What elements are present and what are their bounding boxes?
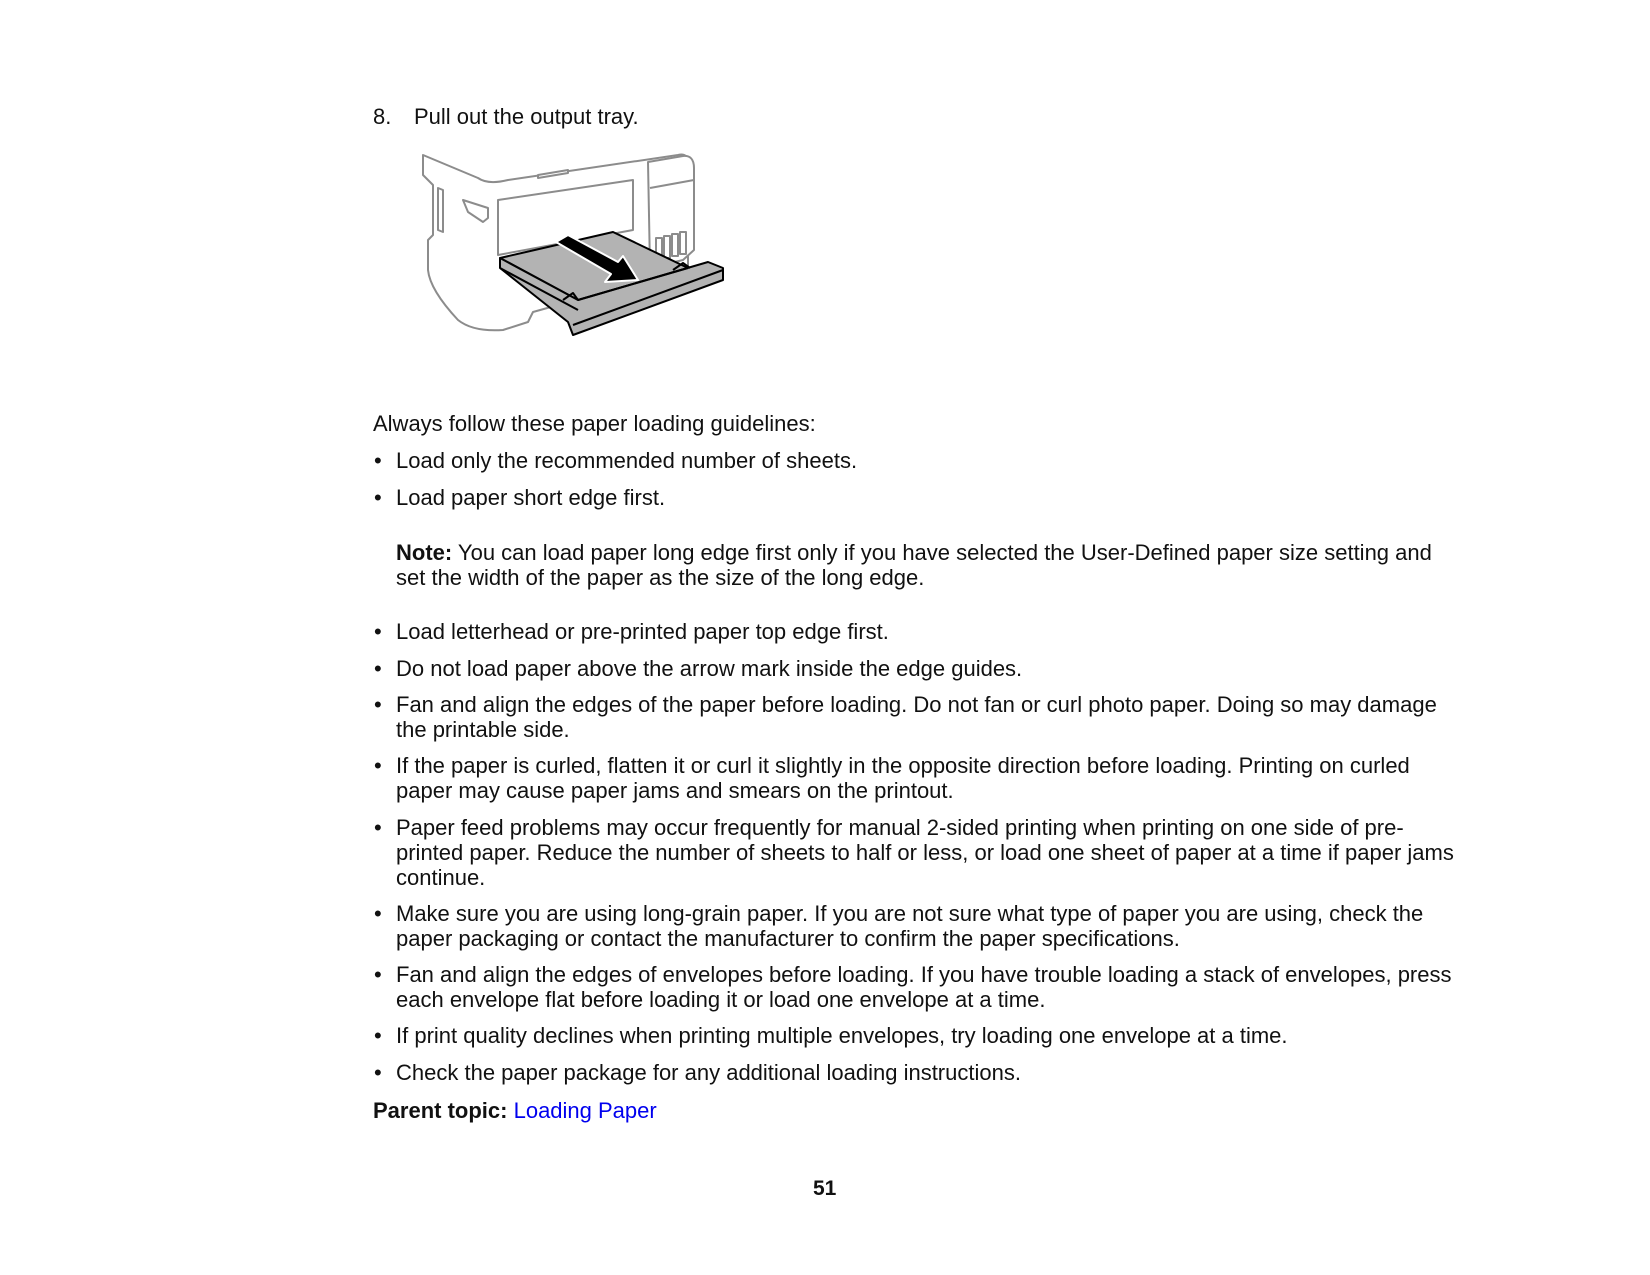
bullet-glyph: • [374, 815, 382, 840]
bullet-glyph: • [374, 656, 382, 681]
parent-topic-label: Parent topic: [373, 1098, 508, 1123]
guideline-item: If the paper is curled, flatten it or curl it slightly in the opposite direction before loading. Printing on curled paper may cause paper jams and smears on the printout. [396, 753, 1410, 803]
bullet-glyph: • [374, 753, 382, 778]
bullet-glyph: • [374, 962, 382, 987]
printer-output-tray-illustration [418, 150, 778, 360]
bullet-glyph: • [374, 485, 382, 510]
bullet-glyph: • [374, 692, 382, 717]
step-number: 8. [373, 104, 392, 129]
note-block [396, 540, 1456, 590]
ink-window-3 [672, 234, 678, 256]
ink-window-2 [664, 236, 670, 258]
parent-topic-link[interactable]: Loading Paper [513, 1098, 657, 1123]
guidelines-intro: Always follow these paper loading guidelines: [373, 411, 816, 436]
guideline-item: Load letterhead or pre-printed paper top edge first. [396, 619, 889, 644]
bullet-glyph: • [374, 901, 382, 926]
bullet-glyph: • [374, 1023, 382, 1048]
guideline-item: Load only the recommended number of sheets. [396, 448, 858, 473]
guideline-item: Paper feed problems may occur frequently for manual 2-sided printing when printing on one side of pre-printed paper. Reduce the number of sheets to half or less, or load one sheet of paper at a time if paper jams continue. [396, 815, 1454, 890]
note-text: You can load paper long edge first only if you have selected the User-Defined paper size setting and set the width of the paper as the size of the long edge. [396, 540, 1432, 590]
page-number: 51 [813, 1177, 837, 1200]
bullet-glyph: • [374, 448, 382, 473]
bullet-glyph: • [374, 619, 382, 644]
guideline-item: Fan and align the edges of the paper before loading. Do not fan or curl photo paper. Doing so may damage the printable side. [396, 692, 1437, 742]
note-label: Note: [396, 540, 453, 565]
guideline-item: Load paper short edge first. [396, 485, 666, 510]
bullet-glyph: • [374, 1060, 382, 1085]
guideline-item: Do not load paper above the arrow mark inside the edge guides. [396, 656, 1023, 681]
parent-topic [373, 1098, 657, 1123]
guideline-item: If print quality declines when printing multiple envelopes, try loading one envelope at a time. [396, 1023, 1288, 1048]
guideline-item: Make sure you are using long-grain paper. If you are not sure what type of paper you are using, check the paper packaging or contact the manufacturer to confirm the paper specifications. [396, 901, 1424, 951]
guideline-item: Check the paper package for any additional loading instructions. [396, 1060, 1021, 1085]
guideline-item: Fan and align the edges of envelopes before loading. If you have trouble loading a stack of envelopes, press each envelope flat before loading it or load one envelope at a time. [396, 962, 1452, 1012]
step-text: Pull out the output tray. [414, 104, 639, 129]
ink-window-4 [680, 232, 686, 254]
